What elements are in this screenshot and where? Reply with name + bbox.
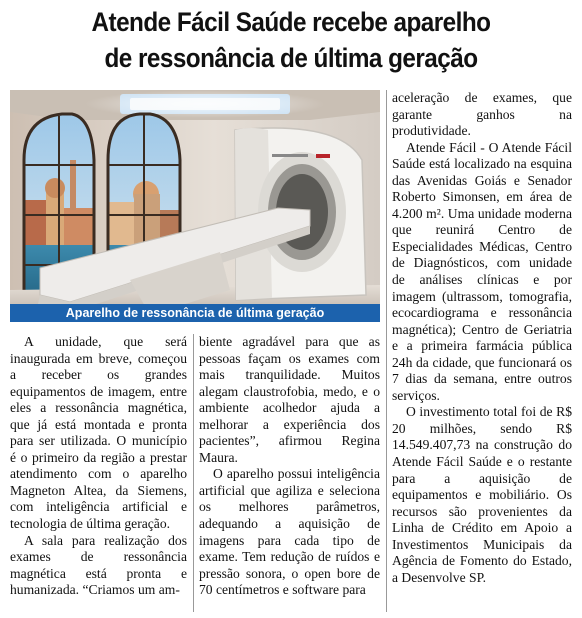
- headline-line-2: de ressonância de última geração: [104, 43, 478, 73]
- paragraph: Atende Fácil - O Atende Fácil Saúde está localizado na esquina das Avenidas Goiás e Senador Roberto Simonsen, em área de 4.200 m². Uma unidade moderna que reunirá Centro de Especialidades Médicas, Centro de Diagnósticos, com unidade de análises clínicas e por imagem (ultrassom, tomografia, ecocardiograma e ressonância magnética); Centro de Geriatria e a primeira farmácia pública 24h da cidade, que funcionará os 7 dias da semana, entre outros serviços.: [392, 139, 572, 403]
- paragraph: O investimento total foi de R$ 20 milhões, sendo R$ 14.549.407,73 na construção do Atende Fácil Saúde e o restante para a aquisição de equipamentos e mobiliário. Os recursos são provenientes da Linha de Crédito em Apoio a Investimentos Municipais da Agência de Fomento do Estado, a Desenvolve SP.: [392, 404, 572, 585]
- mri-room-illustration: [10, 90, 380, 322]
- photo-caption: Aparelho de ressonância de última geração: [10, 304, 380, 322]
- article-column-2: [199, 334, 380, 599]
- article-column-1: [10, 334, 187, 599]
- paragraph: biente agradável para que as pessoas façam os exames com mais tranquilidade. Muitos alegam claustrofobia, medo, e o ambiente acolhedor ajuda a melhorar a experiência dos pacientes”, afirmou Regina Maura.: [199, 334, 380, 465]
- headline-line-1: Atende Fácil Saúde recebe aparelho: [91, 7, 491, 37]
- paragraph: aceleração de exames, que garante ganhos na produtividade.: [392, 90, 572, 139]
- article-column-3: [392, 90, 572, 586]
- column-divider: [193, 334, 194, 612]
- paragraph: O aparelho possui inteligência artificial que agiliza e seleciona os melhores parâmetros, adequando a aquisição de imagens para cada tipo de exame. Tem redução de ruídos e pressão sonora, o open bore de 70 centímetros e software para: [199, 466, 380, 598]
- paragraph: A sala para realização dos exames de ressonância magnética está pronta e humanizada. “Criamos um am-: [10, 532, 187, 598]
- headline: [29, 4, 553, 76]
- paragraph: A unidade, que será inaugurada em breve, começou a receber os grandes equipamentos de imagem, entre eles a ressonância magnética, que já está montada e pronta para ser utilizada. O município é o primeiro da região a prestar atendimento com o aparelho Magneton Altea, da Siemens, com inteligência artificial e tecnologia de última geração.: [10, 334, 187, 532]
- column-divider: [386, 90, 387, 612]
- mri-photo: [10, 90, 380, 322]
